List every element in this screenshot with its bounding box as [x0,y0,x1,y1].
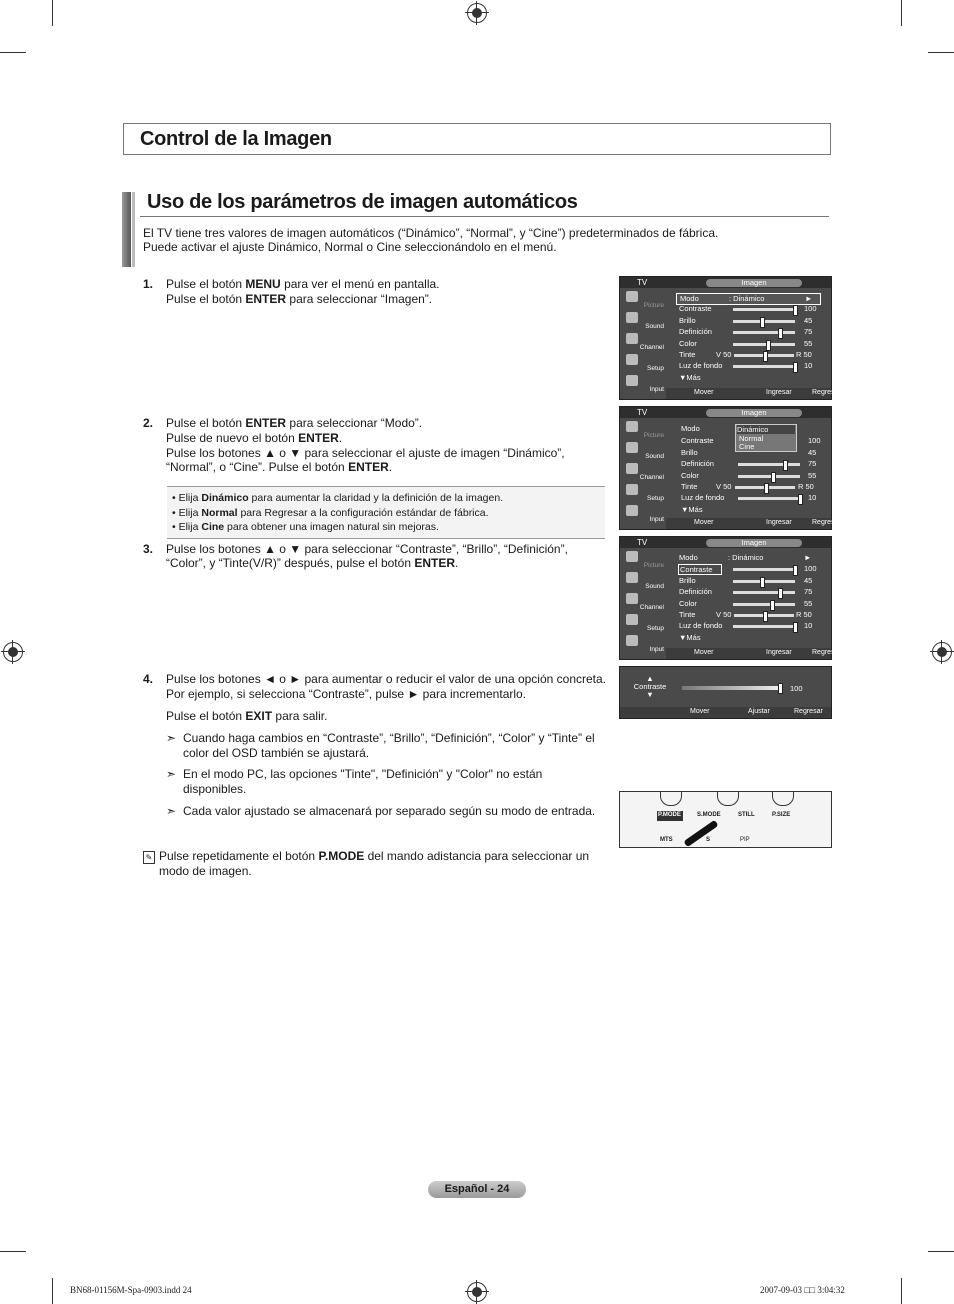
section-bar-accent [132,192,135,267]
tip-arrow-icon: ➣ [166,731,177,745]
osd-contrast-value: 100 [790,684,803,693]
osd-option-normal[interactable]: Normal [739,434,764,443]
tip-2-line-1: En el modo PC, las opciones "Tinte", "Definición" y "Color" no están [183,767,543,781]
osd-sound-icon: Sound [622,570,666,591]
step-2-number: 2. [143,416,154,430]
osd-channel-icon: Channel [622,461,666,482]
osd-contrast-slider [619,666,832,719]
remote-button-icon [660,791,682,806]
osd-sound-icon: Sound [622,440,666,461]
osd-ingresar: Ingresar [766,389,792,396]
osd-contrast-knob[interactable] [778,683,783,694]
section-bar [122,192,131,267]
osd-mover: Mover [690,708,710,715]
note-normal: • Elija Normal para Regresar a la configuración estándar de fábrica. [172,507,489,519]
step-4-line-3: Pulse el botón EXIT para salir. [166,709,328,723]
page-number-badge: Español - 24 [428,1181,526,1198]
osd-contrast-label: ▲ Contraste ▼ [633,674,667,699]
tip-1-line-2: color del OSD también se ajustará. [183,746,370,760]
remote-label-s: S [706,837,711,843]
remote-label-pip: PIP [740,837,750,843]
registration-mark-icon [932,642,952,662]
osd-row-tinte: Tinte V 50 R 50 [676,350,821,360]
remote-control-illustration [619,791,832,848]
osd-menu-3: TV Imagen Picture Sound Channel Setup Input Modo : Dinámico ► Contraste 100 Brillo 45 Definición 75 Color 55 Tinte V 50 R 50 Luz de fondo 10 ▼Más Mover Ingresar Regresar [619,536,832,660]
tip-3: Cada valor ajustado se almacenará por separado según su modo de entrada. [183,804,596,818]
osd-row-mas: ▼Más [679,373,701,382]
registration-mark-icon [3,642,23,662]
osd-channel-icon: Channel [622,331,666,352]
osd-input-icon: Input [622,373,666,394]
step-1-number: 1. [143,277,154,291]
osd-input-icon: Input [622,503,666,524]
osd-mover: Mover [694,389,714,396]
note-dinamico: • Elija Dinámico para aumentar la claridad y la definición de la imagen. [172,492,504,504]
tip-arrow-icon: ➣ [166,767,177,781]
registration-mark-icon [467,1282,487,1302]
osd-tv-label: TV [637,278,648,287]
note-cine: • Elija Cine para obtener una imagen natural sin mejoras. [172,521,439,533]
step-3-number: 3. [143,542,154,556]
mode-notes-box [167,486,605,539]
pmode-line-2: modo de imagen. [159,864,252,878]
osd-row-brillo: Brillo 45 [676,316,821,326]
osd-setup-icon: Setup [622,352,666,373]
step-2-line-4: “Normal”, o “Cine”. Pulse el botón ENTER. [166,460,393,474]
remote-label-psize: P.SIZE [772,812,791,818]
pointer-arrow-icon [683,820,718,848]
remote-label-pmode: P.MODE [658,812,681,818]
osd-row-color: Color 55 [676,339,821,349]
remote-label-smode: S.MODE [697,812,721,818]
step-3-line-1: Pulse los botones ▲ o ▼ para seleccionar “Contraste”, “Brillo”, “Definición”, [166,542,568,556]
osd-row-luz: Luz de fondo 10 [676,361,821,371]
osd-row-definicion: Definición 75 [676,327,821,337]
osd-ajustar: Ajustar [748,708,770,715]
remote-label-still: STILL [738,812,755,818]
osd-regresar: Regresar [812,389,841,396]
intro-line-1: El TV tiene tres valores de imagen automáticos (“Dinámico”, “Normal”, y “Cine”) predeterminados de fábrica. [143,226,719,240]
step-2-line-3: Pulse los botones ▲ o ▼ para seleccionar el ajuste de imagen “Dinámico”, [166,446,565,460]
step-1-line-2: Pulse el botón ENTER para seleccionar “Imagen”. [166,292,433,306]
section-divider [140,216,829,217]
osd-input-icon: Input [622,633,666,654]
osd-mode-dropdown[interactable] [735,424,797,452]
osd-option-cine[interactable]: Cine [739,442,755,451]
page-title-box [123,123,831,155]
osd-channel-icon: Channel [622,591,666,612]
step-1-line-1: Pulse el botón MENU para ver el menú en pantalla. [166,277,440,291]
osd-setup-icon: Setup [622,482,666,503]
pmode-line-1: Pulse repetidamente el botón P.MODE del mando adistancia para seleccionar un [159,849,590,863]
page-title: Control de la Imagen [140,128,332,150]
step-4-line-2: Por ejemplo, si selecciona “Contraste”, pulse ► para incrementarlo. [166,687,527,701]
osd-picture-icon: Picture [622,289,666,310]
step-2-line-2: Pulse de nuevo el botón ENTER. [166,431,343,445]
remote-button-icon [772,791,794,806]
step-4-line-1: Pulse los botones ◄ o ► para aumentar o reducir el valor de una opción concreta. [166,672,607,686]
osd-title: Imagen [706,279,802,287]
remote-label-mts: MTS [660,837,673,843]
tip-1-line-1: Cuando haga cambios en “Contraste”, “Brillo”, “Definición”, “Color” y “Tinte” el [183,731,595,745]
osd-sound-icon: Sound [622,310,666,331]
osd-sidebar [622,289,666,394]
note-icon: ✎ [143,851,155,864]
osd-picture-icon: Picture [622,419,666,440]
osd-regresar: Regresar [794,708,823,715]
tip-arrow-icon: ➣ [166,804,177,818]
osd-picture-icon: Picture [622,549,666,570]
section-title: Uso de los parámetros de imagen automáticos [147,191,578,213]
date-slug: 2007-09-03 □□ 3:04:32 [760,1285,845,1295]
step-3-line-2: “Color”, y “Tinte(V/R)” después, pulse el botón ENTER. [166,556,459,570]
tip-2-line-2: disponibles. [183,782,247,796]
step-4-number: 4. [143,672,154,686]
file-slug: BN68-01156M-Spa-0903.indd 24 [70,1285,192,1295]
remote-button-icon [717,791,739,806]
osd-option-dinamico[interactable]: Dinámico [737,425,795,434]
osd-setup-icon: Setup [622,612,666,633]
osd-menu-2: TV Imagen Picture Sound Channel Setup Input Modo Contraste 100 Brillo 45 Definición 75 Color 55 Tinte V 50 R 50 Luz de fondo 10 ▼Más Dinámico Normal Cine Mover Ingresar Regresar [619,406,832,530]
osd-row-contraste: Contraste 100 [676,304,821,314]
osd-contrast-bar[interactable] [682,686,780,690]
step-2-line-1: Pulse el botón ENTER para seleccionar “Modo”. [166,416,423,430]
osd-menu-1 [619,276,841,400]
osd-row-modo: Modo : Dinámico ► [676,293,821,305]
registration-mark-icon [467,3,487,23]
intro-line-2: Puede activar el ajuste Dinámico, Normal o Cine seleccionándolo en el menú. [143,240,557,254]
